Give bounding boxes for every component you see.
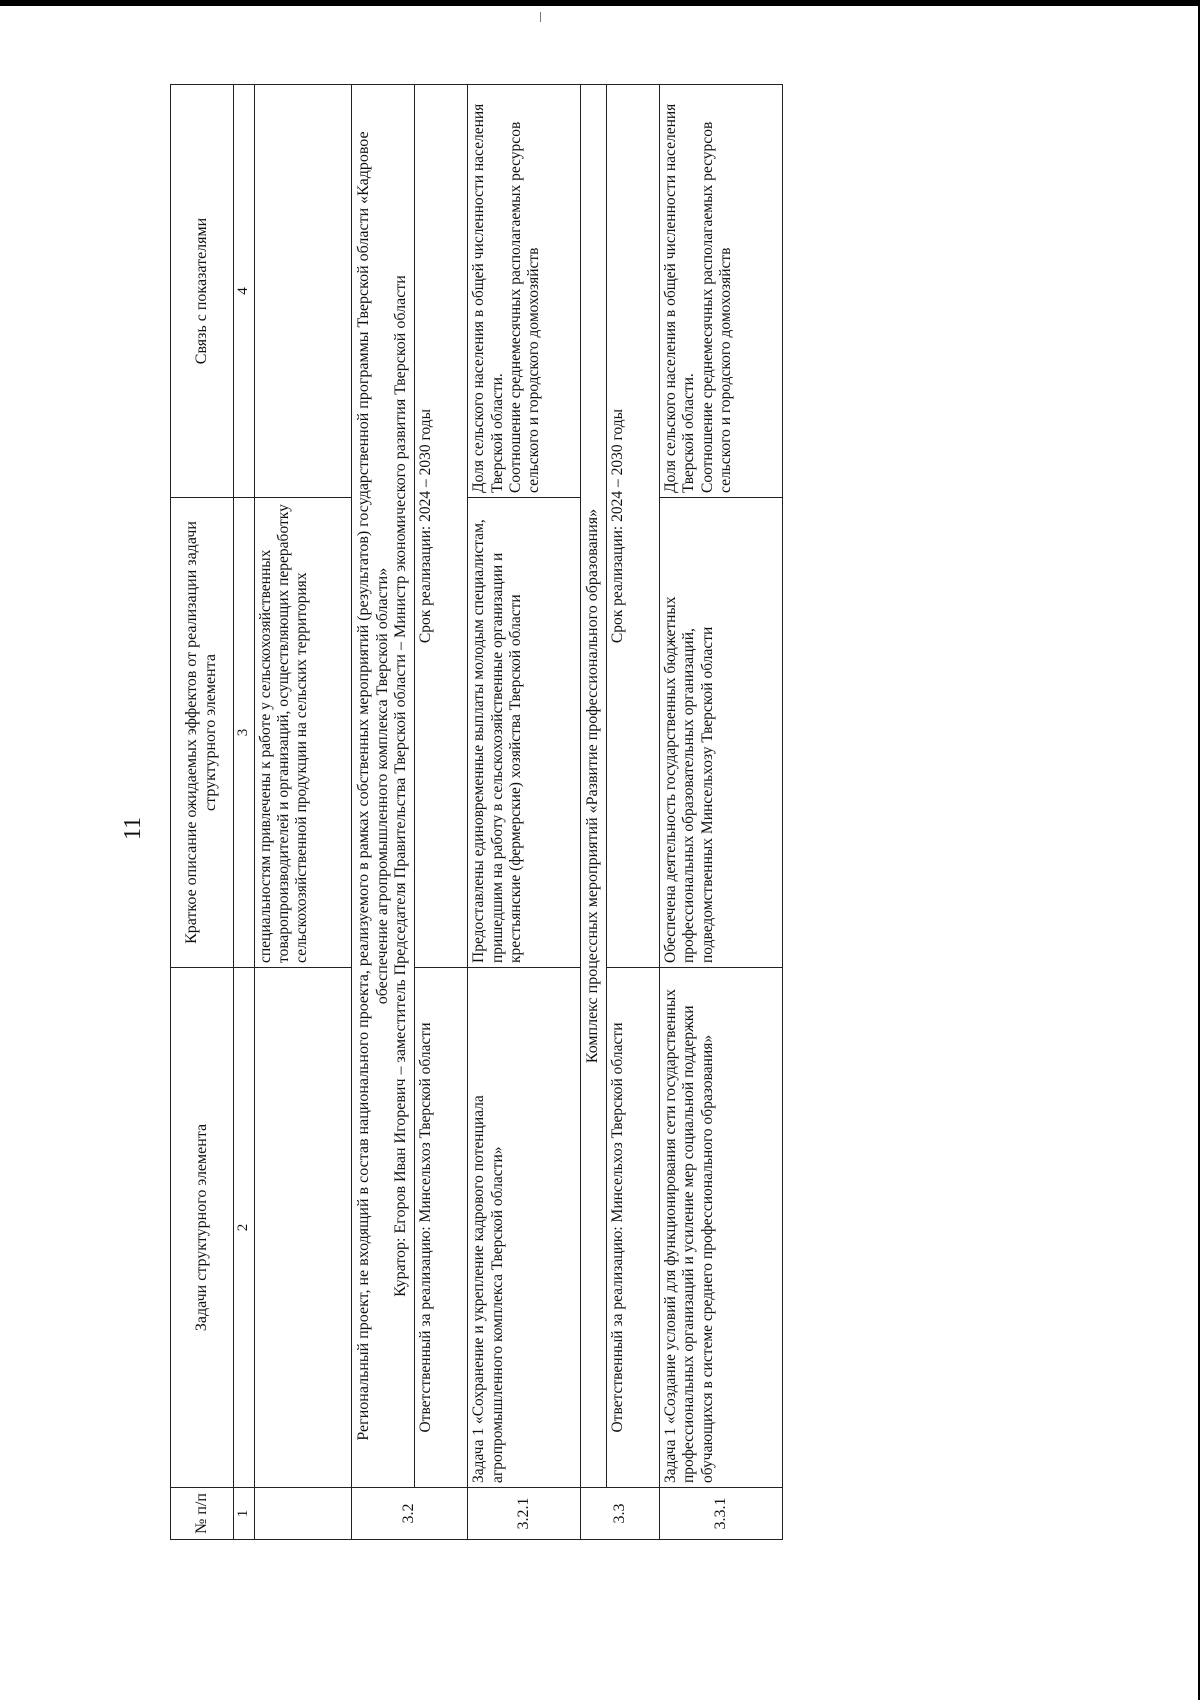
continuation-effect: специальностям привлечены к работе у сельскохозяйственных товаропроизводителей и организаций, осуществляющих переработку сельскохозяйственной продукции на сельских территориях xyxy=(254,498,351,968)
row-3-3-1-effect: Обеспечена деятельность государственных бюджетных профессиональных образовательных организаций, подведомственных Минсельхозу Тверской области xyxy=(660,498,783,968)
index-cell-3: 3 xyxy=(234,498,255,968)
section-3-3-meta-row xyxy=(607,85,660,1540)
continuation-task xyxy=(254,968,351,1488)
page-number: 11 xyxy=(120,816,146,840)
row-3-3-1-number: 3.3.1 xyxy=(660,1488,783,1540)
row-3-2-1-indicator xyxy=(468,85,581,498)
section-3-2-meta-row xyxy=(415,85,468,1540)
row-3-2-1-task: Задача 1 «Сохранение и укрепление кадрового потенциала агропромышленного комплекса Тверской области» xyxy=(468,968,581,1488)
section-3-2-row xyxy=(351,85,415,1540)
section-3-3-term: Срок реализации: 2024 – 2030 годы xyxy=(607,85,660,968)
continuation-indicator xyxy=(254,85,351,498)
continuation-number xyxy=(254,1488,351,1540)
row-3-2-1-number: 3.2.1 xyxy=(468,1488,581,1540)
index-cell-4: 4 xyxy=(234,85,255,498)
header-number: № п/п xyxy=(171,1488,234,1540)
header-effects: Краткое описание ожидаемых эффектов от реализации задачи структурного элемента xyxy=(171,498,234,968)
row-3-2-1 xyxy=(468,85,581,1540)
row-3-3-1-task: Задача 1 «Создание условий для функционирования сети государственных профессиональных организаций и усиление мер социальной поддержки обучающихся в системе среднего профессионального образования» xyxy=(660,968,783,1488)
index-cell-1: 1 xyxy=(234,1488,255,1540)
section-3-2-title xyxy=(351,85,415,1488)
index-row xyxy=(234,85,255,1540)
section-3-3-title: Комплекс процессных мероприятий «Развитие профессионального образования» xyxy=(581,85,607,1488)
section-3-2-title-text: Региональный проект, не входящий в состав национального проекта, реализуемого в рамках собственных мероприятий (результатов) государственной программы Тверской области «Кадровое обеспечение агропромышленного комплекса Тверской области» xyxy=(354,131,391,1441)
header-row xyxy=(171,85,234,1540)
row-3-2-1-indicator-line1: Доля сельского населения в общей численности населения Тверской области. xyxy=(470,103,506,493)
section-3-3-responsible: Ответственный за реализацию: Минсельхоз Тверской области xyxy=(607,968,660,1488)
continuation-row xyxy=(254,85,351,1540)
header-tasks: Задачи структурного элемента xyxy=(171,968,234,1488)
index-cell-2: 2 xyxy=(234,968,255,1488)
scan-speck xyxy=(540,12,541,22)
scan-top-edge xyxy=(0,0,1200,6)
section-3-2-responsible: Ответственный за реализацию: Минсельхоз Тверской области xyxy=(415,968,468,1488)
section-3-3-number: 3.3 xyxy=(581,1488,660,1540)
structure-elements-table xyxy=(170,84,783,1540)
rotated-page-content xyxy=(170,85,1200,1540)
row-3-2-1-indicator-line2: Соотношение среднемесячных располагаемых ресурсов сельского и городского домохозяйств xyxy=(506,121,543,493)
section-3-3-row xyxy=(581,85,607,1540)
row-3-3-1-indicator xyxy=(660,85,783,498)
section-3-2-term: Срок реализации: 2024 – 2030 годы xyxy=(415,85,468,968)
row-3-3-1-indicator-line1: Доля сельского населения в общей численности населения Тверской области. xyxy=(662,103,698,493)
section-3-2-number: 3.2 xyxy=(351,1488,468,1540)
section-3-2-curator: Куратор: Егоров Иван Игоревич – заместитель Председателя Правительства Тверской области – Министр экономического развития Тверской области xyxy=(392,275,410,1297)
row-3-3-1 xyxy=(660,85,783,1540)
header-indicators: Связь с показателями xyxy=(171,85,234,498)
row-3-3-1-indicator-line2: Соотношение среднемесячных располагаемых ресурсов сельского и городского домохозяйств xyxy=(698,121,735,493)
row-3-2-1-effect: Предоставлены единовременные выплаты молодым специалистам, пришедшим на работу в сельскохозяйственные организации и крестьянские (фермерские) хозяйства Тверской области xyxy=(468,498,581,968)
